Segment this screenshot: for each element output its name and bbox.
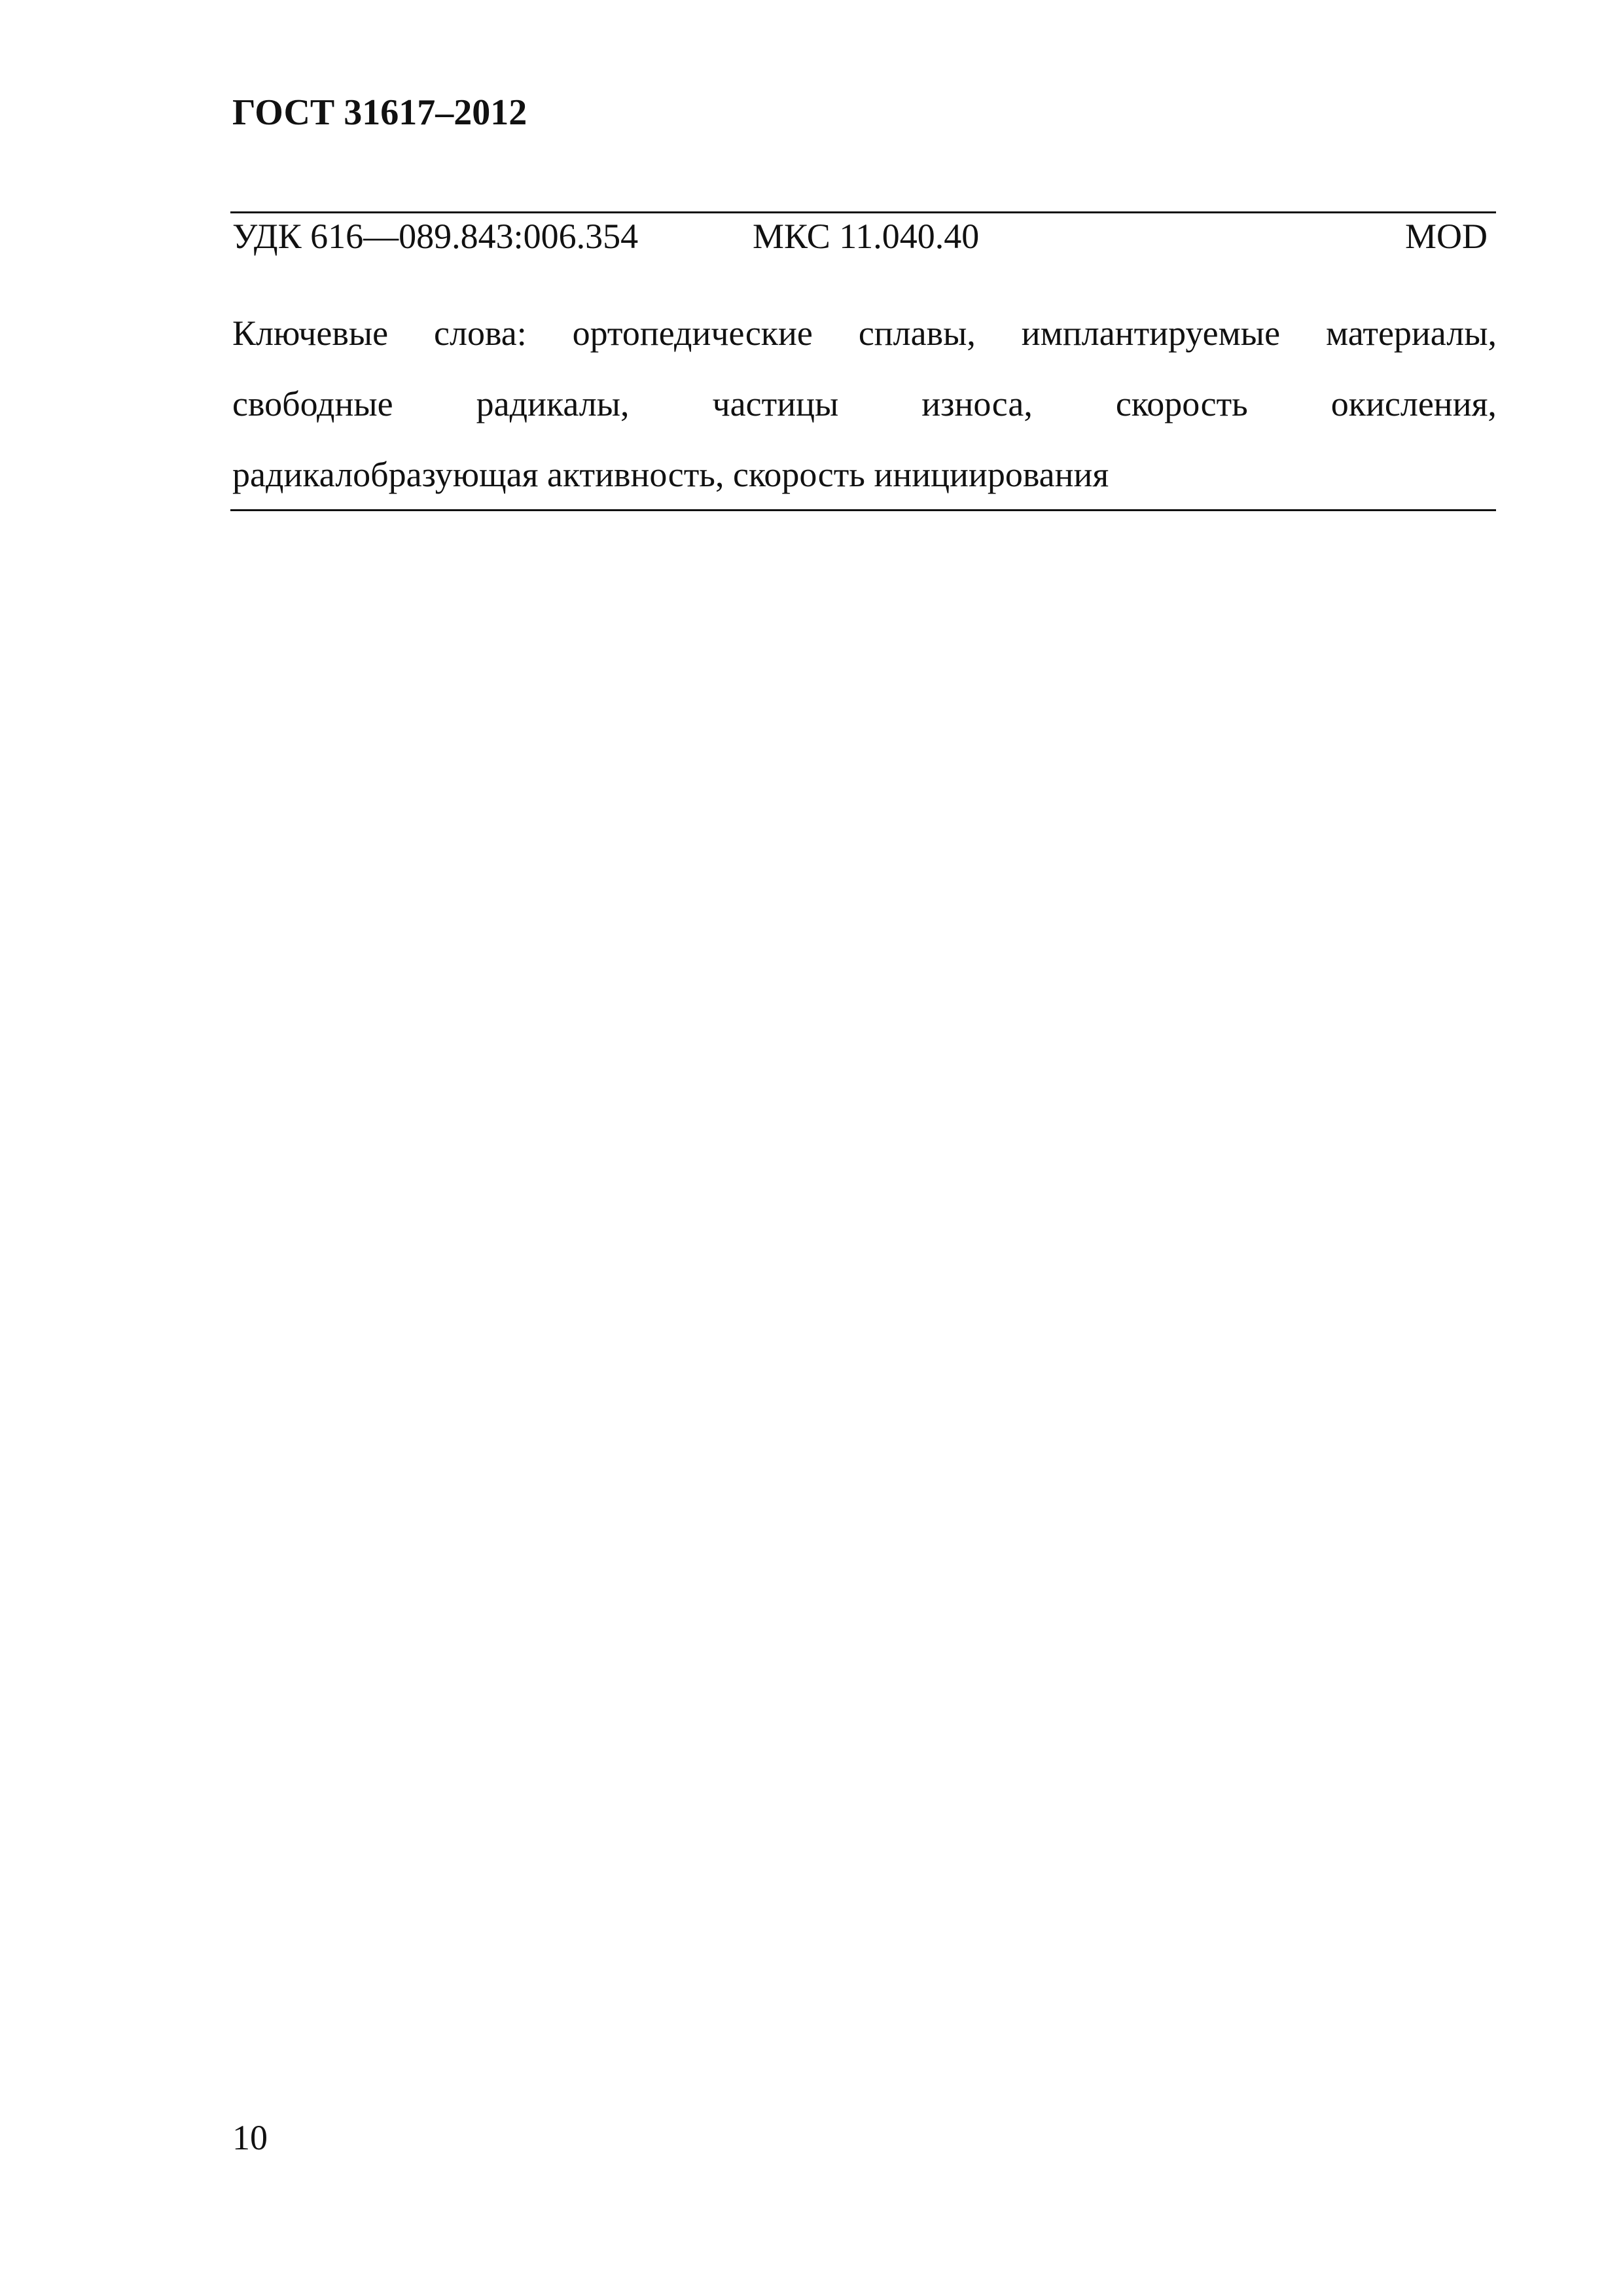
keyword-word: слова: (434, 314, 527, 353)
mks-code: МКС 11.040.40 (753, 217, 980, 256)
keyword-word: скорость (1115, 384, 1248, 423)
keyword-word: свободные (232, 384, 393, 423)
keyword-text: радикалобразующая активность, скорость инициирования (232, 455, 1109, 494)
keywords-paragraph (232, 310, 1497, 522)
keywords-line (232, 310, 1497, 381)
top-divider (230, 211, 1496, 213)
keyword-word: износа, (921, 384, 1033, 423)
keyword-word: ортопедические (572, 314, 813, 353)
page-number: 10 (232, 2118, 268, 2157)
keyword-word: сплавы, (858, 314, 976, 353)
keyword-word: имплантируемые (1021, 314, 1281, 353)
bottom-divider (230, 509, 1496, 511)
mod-code: MOD (1404, 217, 1488, 256)
document-title: ГОСТ 31617–2012 (232, 92, 527, 133)
keyword-word: окисления, (1330, 384, 1497, 423)
keywords-line (232, 381, 1497, 452)
classification-codes (232, 216, 1495, 262)
keyword-word: материалы, (1325, 314, 1497, 353)
keyword-word: радикалы, (476, 384, 630, 423)
udk-code: УДК 616—089.843:006.354 (232, 217, 639, 256)
keyword-word: Ключевые (232, 314, 389, 353)
keywords-line (232, 452, 1497, 522)
keyword-word: частицы (712, 384, 839, 423)
